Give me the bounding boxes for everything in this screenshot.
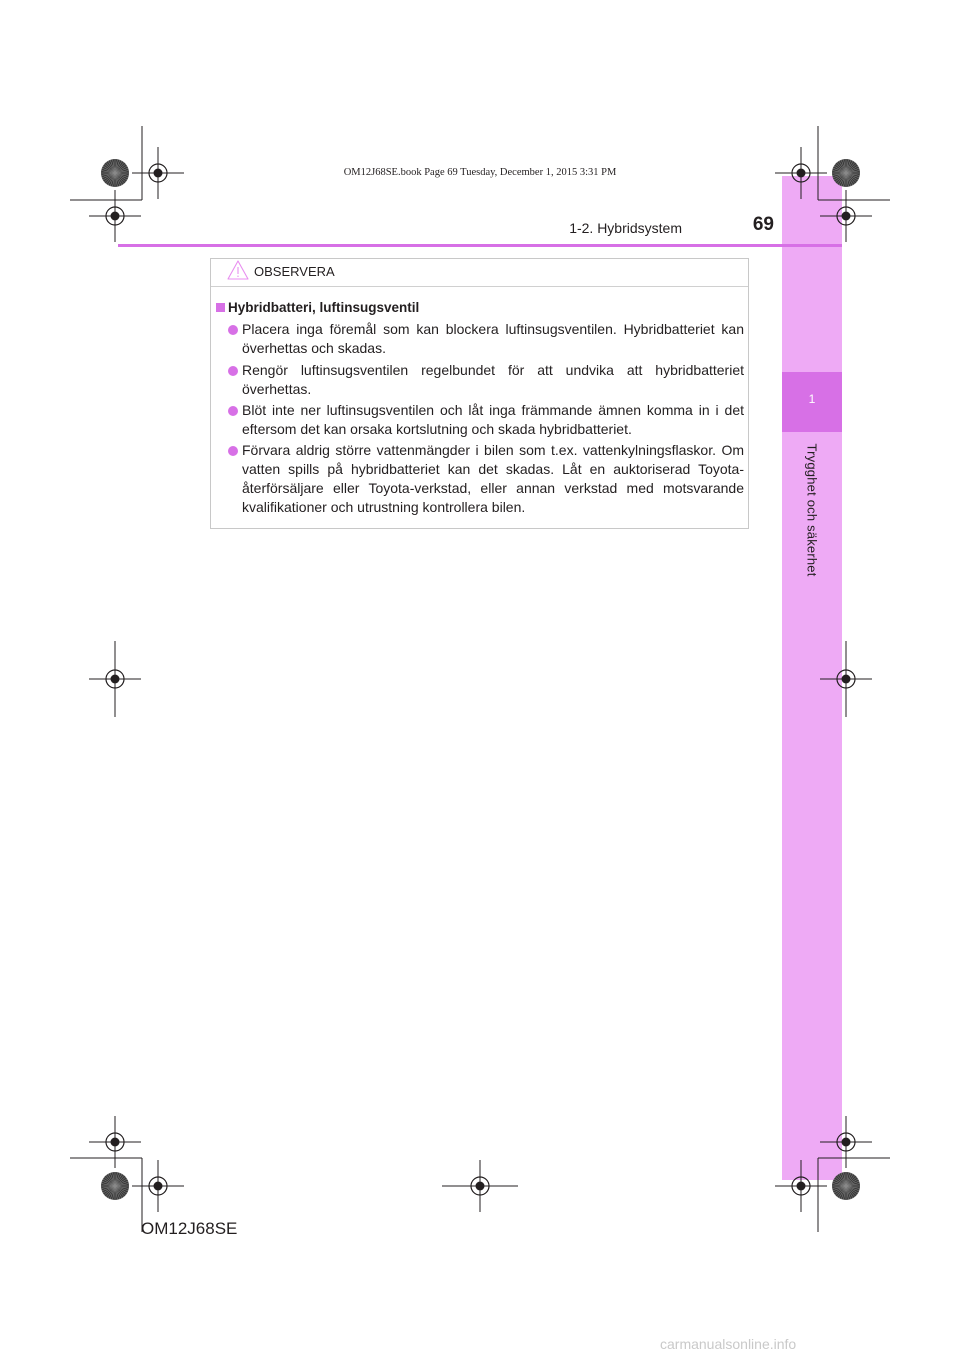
caution-header-divider [211, 286, 748, 287]
bullet-dot [228, 366, 238, 376]
heading-square-marker [216, 303, 225, 312]
warning-triangle-icon [227, 259, 249, 281]
bullet-dot [228, 325, 238, 335]
caution-item: Rengör luftinsugsventilen regelbundet för att undvika att hybridbatteriet överhettas. [242, 362, 744, 397]
bullet-dot [228, 446, 238, 456]
watermark: carmanualsonline.info [660, 1336, 797, 1352]
section-title: 1-2. Hybridsystem [569, 220, 682, 236]
chapter-title: Trygghet och säkerhet [804, 443, 820, 577]
caution-item: Blöt inte ner luftinsugsventilen och låt inga främmande ämnen komma in i det eftersom det kan orsaka kortslutning och skada hybridbatteriet. [242, 402, 744, 437]
header-rule [118, 244, 842, 247]
caution-item: Förvara aldrig större vattenmängder i bilen som t.ex. vattenkylningsflaskor. Om vatten spills på hybridbatteriet kan det skadas. Låt en auktoriserad Toyota-återförsäljare eller Toyota-verkstad, eller annan verkstad med motsvarande kvalifikationer och utrustning kontrollera bilen. [242, 442, 744, 515]
bullet-dot [228, 406, 238, 416]
caution-heading: Hybridbatteri, luftinsugsventil [228, 300, 420, 315]
chapter-number: 1 [808, 392, 816, 406]
caution-label: OBSERVERA [254, 264, 335, 279]
model-code: OM12J68SE [141, 1219, 238, 1238]
print-info-line: OM12J68SE.book Page 69 Tuesday, December 1, 2015 3:31 PM [343, 167, 617, 178]
chapter-side-tab [782, 176, 842, 1180]
caution-item: Placera inga föremål som kan blockera luftinsugsventilen. Hybridbatteriet kan överhettas och skadas. [242, 321, 744, 356]
page-number: 69 [752, 214, 774, 235]
